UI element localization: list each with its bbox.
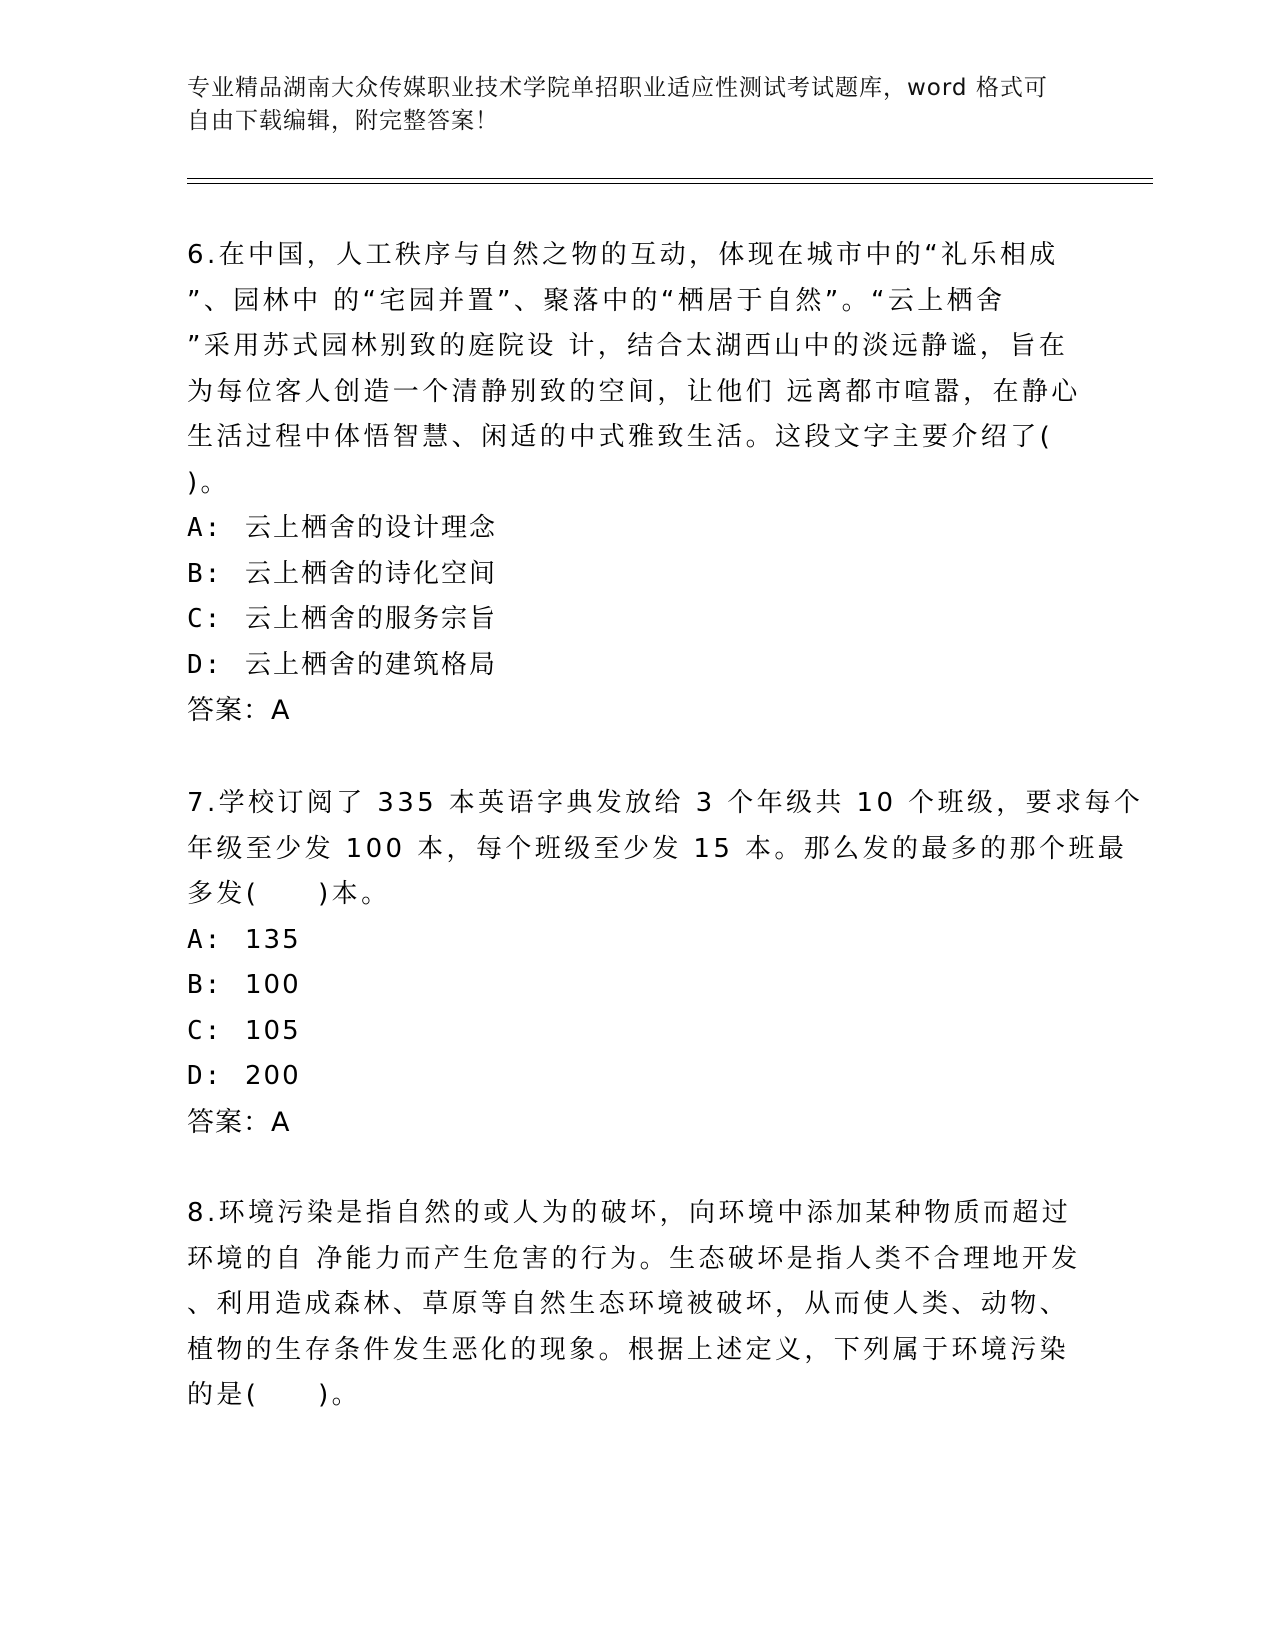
question-stem [187, 1191, 1081, 1419]
option-letter: D: [187, 649, 223, 680]
stem-line: ”、园林中 的“宅园并置”、聚落中的“栖居于自然”。“云上栖舍 [187, 285, 1006, 316]
option-letter: C: [187, 1015, 223, 1046]
stem-line: 植物的生存条件发生恶化的现象。根据上述定义，下列属于环境污染 [187, 1334, 1070, 1365]
question-6 [187, 233, 1081, 734]
option-a [187, 506, 1067, 552]
header-divider-bottom [187, 183, 1153, 184]
question-8 [187, 1191, 1081, 1419]
option-letter: B: [187, 558, 223, 589]
option-d [187, 1054, 1067, 1100]
option-text: 云上栖舍的诗化空间 [245, 558, 498, 589]
answer-label: 答案：A [187, 1106, 291, 1138]
stem-line: 6.在中国，人工秩序与自然之物的互动，体现在城市中的“礼乐相成 [187, 240, 1059, 270]
option-text: 200 [245, 1061, 301, 1091]
option-letter: B: [187, 970, 223, 1000]
stem-line: 多发( )本。 [187, 879, 391, 909]
option-text: 100 [245, 970, 301, 1000]
question-7 [187, 781, 1144, 1145]
option-a [187, 918, 1067, 964]
option-b [187, 963, 1067, 1009]
option-text: 云上栖舍的建筑格局 [245, 649, 498, 680]
header-line-1: 专业精品湖南大众传媒职业技术学院单招职业适应性测试考试题库，word 格式可 [187, 75, 1048, 101]
option-text: 105 [245, 1015, 301, 1046]
stem-line: 生活过程中体悟智慧、闲适的中式雅致生活。这段文字主要介绍了( [187, 422, 1054, 452]
stem-line: )。 [187, 467, 230, 498]
stem-line: 8.环境污染是指自然的或人为的破坏，向环境中添加某种物质而超过 [187, 1198, 1072, 1228]
question-stem [187, 233, 1081, 506]
option-letter: A: [187, 513, 223, 543]
question-stem [187, 781, 1144, 918]
option-c [187, 1009, 1067, 1055]
stem-line: 年级至少发 100 本，每个班级至少发 15 本。那么发的最多的那个班最 [187, 833, 1128, 864]
stem-line: 、利用造成森林、草原等自然生态环境被破坏，从而使人类、动物、 [187, 1289, 1070, 1319]
stem-line: 为每位客人创造一个清静别致的空间，让他们 远离都市喧嚣，在静心 [187, 376, 1081, 407]
header-line-2: 自由下载编辑，附完整答案！ [187, 108, 499, 134]
option-c [187, 597, 1067, 643]
stem-line: 环境的自 净能力而产生危害的行为。生态破坏是指人类不合理地开发 [187, 1243, 1081, 1274]
option-letter: D: [187, 1061, 223, 1091]
option-text: 云上栖舍的服务宗旨 [245, 604, 498, 634]
option-text: 云上栖舍的设计理念 [245, 513, 498, 543]
header-divider-top [187, 178, 1153, 179]
stem-line: 7.学校订阅了 335 本英语字典发放给 3 个年级共 10 个班级，要求每个 [187, 788, 1144, 818]
stem-line: 的是( )。 [187, 1380, 362, 1410]
stem-line: ”采用苏式园林别致的庭院设 计，结合太湖西山中的淡远静谧，旨在 [187, 331, 1069, 361]
option-b [187, 552, 1067, 598]
option-text: 135 [245, 924, 301, 955]
option-letter: C: [187, 604, 223, 634]
option-d [187, 643, 1067, 689]
option-letter: A: [187, 924, 223, 955]
answer-label: 答案：A [187, 695, 291, 726]
page-header [187, 72, 1087, 138]
